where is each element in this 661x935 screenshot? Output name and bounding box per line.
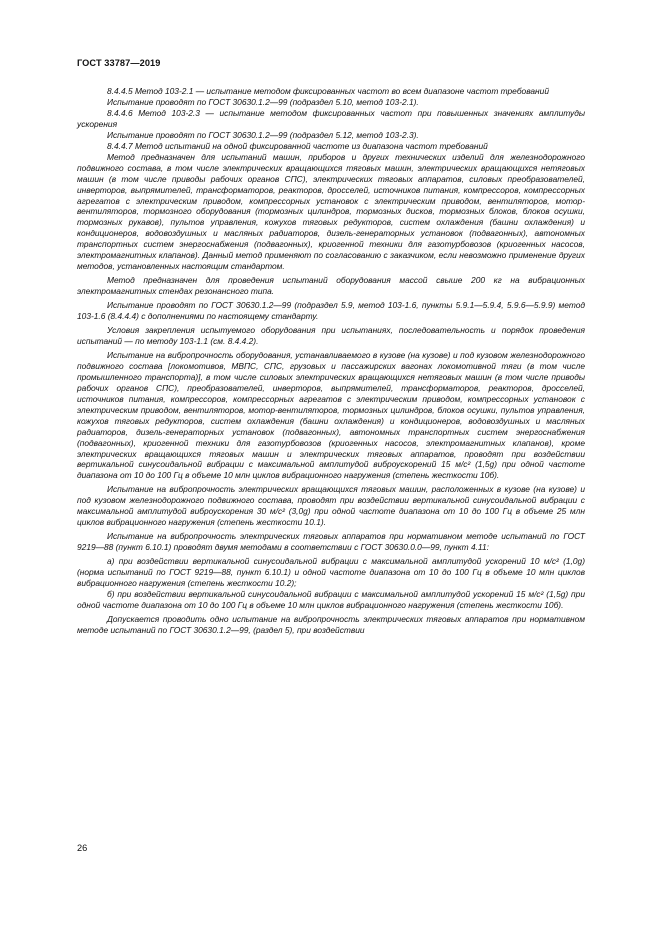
paragraph: Испытание проводят по ГОСТ 30630.1.2—99 (подраздел 5.10, метод 103-2.1).: [107, 96, 419, 107]
paragraph: Испытание проводят по ГОСТ 30630.1.2—99 (подраздел 5.12, метод 103-2.3).: [107, 129, 419, 140]
paragraph-8-4-4-7: 8.4.4.7 Метод испытаний на одной фиксированной частоте из диапазона частот требований: [107, 140, 488, 151]
paragraph: Метод предназначен для проведения испытаний оборудования массой свыше 200 кг на вибрационных электромагнитных стендах резонансного типа.: [77, 275, 585, 297]
paragraph: Испытание на вибропрочность электрических вращающихся тяговых машин, расположенных в кузове (на кузове) и под кузовом железнодорожного подвижного состава, проводят при воздействии вертикальной синусоидальной вибрации с максимальной амплитудой виброускорения 30 м/с² (3,0g) при одной частоте диапазона от 10 до 100 Гц в объеме 25 млн циклов вибрационного нагружения (степень жесткости 10.1).: [77, 484, 585, 528]
page-number: 26: [77, 843, 88, 853]
paragraph: Испытание на вибропрочность электрических тяговых аппаратов при нормативном методе испытаний по ГОСТ 9219—88 (пункт 6.10.1) проводят двумя методами в соответствии с ГОСТ 30630.0.0—99, пункт 4.11:: [77, 531, 585, 553]
document-body: [77, 86, 585, 636]
list-item-a: а) при воздействии вертикальной синусоидальной вибрации с максимальной амплитудой ускорений 10 м/с² (1,0g) (норма испытаний по ГОСТ 9219—88, пункт 6.10.1) и одной частоте диапазона от 10 до 100 Гц в объеме 10 млн циклов вибрационного нагружения (степень жесткости 10.2);: [77, 556, 585, 588]
document-code-header: ГОСТ 33787—2019: [77, 58, 161, 68]
paragraph-8-4-4-6: 8.4.4.6 Метод 103-2.3 — испытание методом фиксированных частот при повышенных значениях амплитуды ускорения: [77, 107, 585, 129]
paragraph-8-4-4-5: 8.4.4.5 Метод 103-2.1 — испытание методом фиксированных частот во всем диапазоне частот требований: [107, 86, 549, 96]
list-item-b: б) при воздействии вертикальной синусоидальной вибрации с максимальной амплитудой ускорений 15 м/с² (1,5g) при одной частоте диапазона от 10 до 100 Гц в объеме 10 млн циклов вибрационного нагружения (степень жесткости 10б).: [77, 588, 585, 610]
paragraph: Испытание проводят по ГОСТ 30630.1.2—99 (подраздел 5.9, метод 103-1.6, пункты 5.9.1—5.9.4, 5.9.6—5.9.9) метод 103-1.6 (8.4.4.4) с дополнениями по настоящему стандарту.: [77, 300, 585, 322]
paragraph: Допускается проводить одно испытание на вибропрочность электрических тяговых аппаратов при нормативном методе испытаний по ГОСТ 30630.1.2—99, (раздел 5), при воздействии: [77, 613, 585, 635]
paragraph: Условия закрепления испытуемого оборудования при испытаниях, последовательность и порядок проведения испытаний — по методу 103-1.1 (см. 8.4.4.2).: [77, 325, 585, 346]
paragraph: Метод предназначен для испытаний машин, приборов и других технических изделий для железнодорожного подвижного состава, в том числе электрических вращающихся тяговых машин, электрических вращающихся нетяговых машин (в том числе приводы рабочих органов СПС), электрических тяговых аппаратов, силовых преобразователей, инверторов, выпрямителей, трансформаторов, реакторов, дросселей, источников питания, компрессоров, компрессорных агрегатов с электрическим приводом, компрессорных установок с электрическим приводом, вентиляторов, мотор-вентиляторов, тормозного оборудования (тормозных цилиндров, тормозных дисков, тормозных блоков, блоков осушки, тормозных рукавов), пультов управления, кожухов тяговых редукторов, систем охлаждения (башни охлаждения) и кондиционеров, водовоздушных и масляных радиаторов, дизель-генераторных установок (подвагонных), автономных транспортных систем энергоснабжения (подвагонных), криогенной техники для газотурбовозов (криогенных насосов, электромагнитных клапанов). Данный метод применяют по согласованию с заказчиком, если невозможно применение других методов, установленных настоящим стандартом.: [77, 151, 585, 272]
paragraph: Испытание на вибропрочность оборудования, устанавливаемого в кузове (на кузове) и под кузовом железнодорожного подвижного состава [локомотивов, МВПС, СПС, грузовых и пассажирских вагонах локомотивной тяги (в том числе промышленного транспорта)], в том числе силовых электрических вращающихся нетяговых машин (в том числе приводы рабочих органов СПС), преобразователей, инверторов, выпрямителей, трансформаторов, реакторов, дросселей, источников питания, компрессоров, компрессорных агрегатов с электрическим приводом, компрессорных установок с электрическим приводом, вентиляторов, мотор-вентиляторов, тормозных цилиндров, блоков осушки, пультов управления, кожухов тяговых редукторов, систем охлаждения (башни охлаждения) и кондиционеров, водовоздушных и масляных радиаторов, дизель-генераторных установок (подвагонных), автономных транспортных систем энергоснабжения (подвагонных), криогенной техники для газотурбовозов (криогенных насосов, электромагнитных клапанов), кроме электрических вращающихся тяговых машин и электрических тяговых аппаратов, проводят при воздействии вертикальной синусоидальной вибрации с максимальной амплитудой виброускорений 15 м/с² (1,5g) при одной частоте диапазона от 10 до 100 Гц в объеме 10 млн циклов вибрационного нагружения (степень жесткости 10б).: [77, 349, 585, 481]
